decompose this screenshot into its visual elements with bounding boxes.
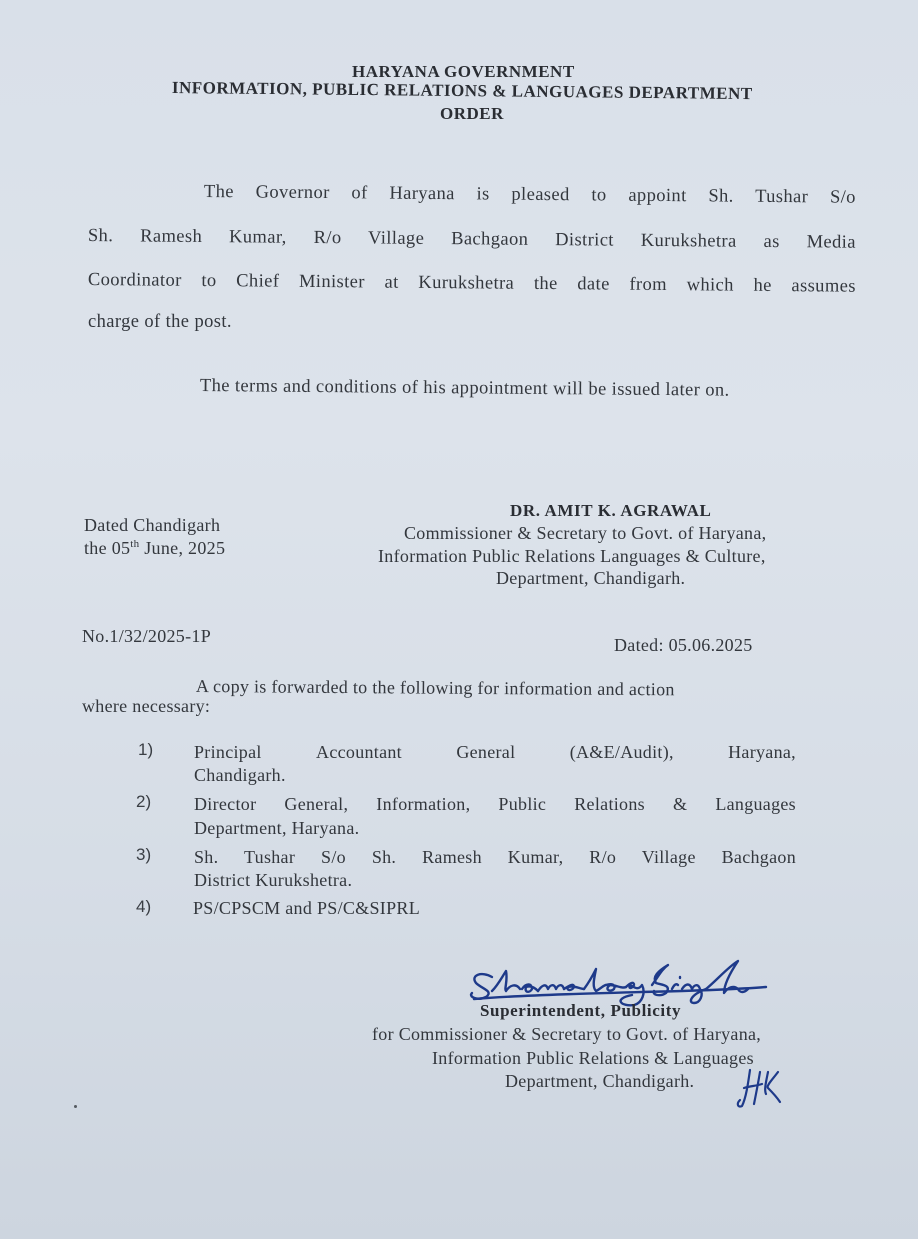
recipient-2-line1: Director General, Information, Public Relations & Languages [194,794,796,814]
dated-date-prefix: the 05 [84,538,131,558]
signatory-line3: Department, Chandigarh. [496,568,686,588]
recipient-1-word5: Haryana, [728,742,796,762]
recipient-4-number: 4) [136,897,152,916]
dated-date-suffix: June, 2025 [139,538,226,558]
para1-line2: Sh. Ramesh Kumar, R/o Village Bachgaon District Kurukshetra as Media [87,226,856,253]
recipient-1-word1: Principal [194,742,262,762]
superintendent-line3: Department, Chandigarh. [505,1071,695,1091]
para2: The terms and conditions of his appointment will be issued later on. [199,376,730,401]
recipient-4-line1: PS/CPSCM and PS/C&SIPRL [193,898,420,918]
recipient-1-line1 [194,742,796,763]
recipient-3-line1: Sh. Tushar S/o Sh. Ramesh Kumar, R/o Village Bachgaon [194,847,796,867]
initials-mark [734,1064,784,1114]
reference-date: Dated: 05.06.2025 [614,635,753,655]
para1-line1: The Governor of Haryana is pleased to appoint Sh. Tushar S/o [203,182,856,208]
header-order: ORDER [440,104,504,123]
recipient-1-number: 1) [138,740,154,759]
superintendent-line1: for Commissioner & Secretary to Govt. of Haryana, [372,1024,762,1044]
recipient-2-line2: Department, Haryana. [194,818,360,838]
recipient-1-word4: (A&E/Audit), [569,742,674,762]
forward-line1: A copy is forwarded to the following for information and action [195,676,675,700]
signatory-name: DR. AMIT K. AGRAWAL [510,501,712,520]
dated-date-sup: th [130,538,140,550]
para1-line4: charge of the post. [88,312,232,332]
forward-line2: where necessary: [82,696,211,716]
superintendent-line2: Information Public Relations & Languages [432,1048,754,1068]
recipient-2-number: 2) [136,792,152,811]
header-department: INFORMATION, PUBLIC RELATIONS & LANGUAGES DEPARTMENT [171,78,753,104]
recipient-1-line2: Chandigarh. [194,765,286,785]
header-government: HARYANA GOVERNMENT [352,62,575,81]
recipient-3-line2: District Kurukshetra. [194,870,353,890]
superintendent-title: Superintendent, Publicity [480,1001,682,1020]
recipient-1-word2: Accountant [316,742,402,762]
recipient-1-word3: General [456,742,516,762]
signatory-line2: Information Public Relations Languages & Culture, [378,546,766,566]
stray-dot [74,1105,77,1108]
dated-date [84,538,225,559]
signatory-line1: Commissioner & Secretary to Govt. of Haryana, [404,523,767,543]
dated-place: Dated Chandigarh [84,515,221,535]
reference-number: No.1/32/2025-1P [82,626,212,646]
para1-line3: Coordinator to Chief Minister at Kurukshetra the date from which he assumes [87,270,856,297]
recipient-3-number: 3) [136,845,152,864]
